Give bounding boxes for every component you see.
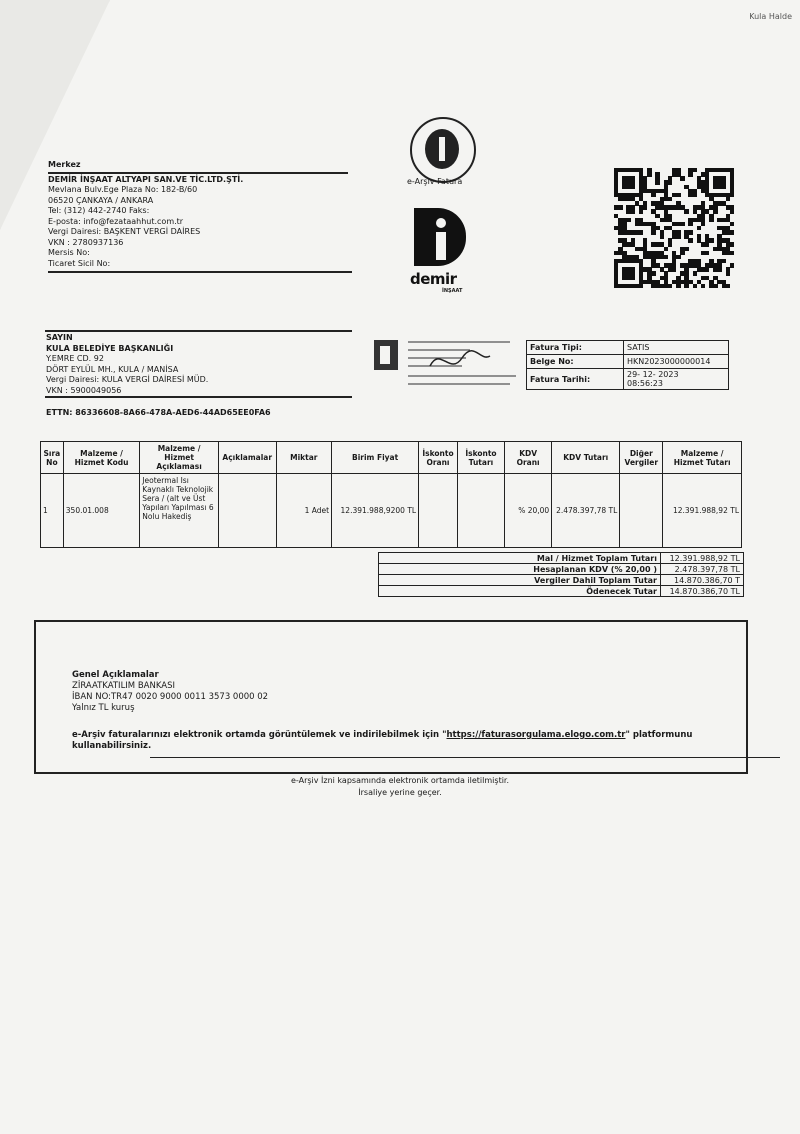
col-header: İskonto Tutarı [457,442,504,474]
table-row [41,474,742,548]
item-vat-amount: 2.478.397,78 TL [552,474,620,548]
invoice-meta-table [526,340,729,390]
col-header: Miktar [276,442,332,474]
notes-underline [150,757,780,758]
col-header: İskonto Oranı [419,442,458,474]
meta-label: Fatura Tarihi: [527,369,624,390]
meta-label: Fatura Tipi: [527,341,624,355]
receiver-salutation: SAYIN [46,333,73,342]
meta-label: Belge No: [527,355,624,369]
item-notes [218,474,276,548]
receiver-address1: Y.EMRE CD. 92 [46,354,104,363]
notes-message-prefix: e-Arşiv faturalarınızı elektronik ortamda görüntülemek ve indirilebilmek için " [72,730,447,740]
sender-tax-office: Vergi Dairesi: BAŞKENT VERGİ DAİRES [48,227,201,236]
invoice-time: 08:56:23 [627,379,663,388]
notes-iban: İBAN NO:TR47 0020 9000 0011 3573 0000 02 [72,692,269,702]
col-header: Malzeme / Hizmet Açıklaması [140,442,219,474]
col-header: Malzeme / Hizmet Tutarı [663,442,742,474]
col-header: Sıra No [41,442,64,474]
sender-vkn: VKN : 2780937136 [48,237,124,247]
items-table [40,441,742,548]
notes-bank: ZİRAATKATILIM BANKASI [72,681,175,691]
item-code: 350.01.008 [63,474,140,548]
item-no: 1 [41,474,64,548]
brand-sub: İNŞAAT [442,288,463,294]
company-stamp-icon [370,336,520,394]
sender-address2: 06520 ÇANKAYA / ANKARA [48,195,154,205]
item-unit-price: 12.391.988,9200 TL [332,474,419,548]
sender-mersis: Mersis No: [48,248,90,257]
receiver-bottom-rule [45,396,352,398]
notes-message [72,730,732,752]
item-vat-rate: % 20,00 [505,474,552,548]
receiver-name: KULA BELEDİYE BAŞKANLIĞI [46,343,174,353]
col-header: KDV Oranı [505,442,552,474]
total-label: Hesaplanan KDV (% 20,00 ) [379,564,661,575]
sender-company: DEMİR İNŞAAT ALTYAPI SAN.VE TİC.LTD.ŞTİ. [48,174,244,184]
total-label: Mal / Hizmet Toplam Tutarı [379,553,661,564]
meta-value: HKN2023000000014 [624,355,729,369]
item-quantity: 1 Adet [276,474,332,548]
receiver-block [46,333,356,396]
earsiv-label: e-Arşiv Fatura [407,177,463,186]
footer-line2: İrsaliye yerine geçer. [358,788,442,797]
sender-address1: Mevlana Bulv.Ege Plaza No: 182-B/60 [48,185,198,194]
total-value: 14.870.386,70 TL [661,586,744,597]
meta-row [527,355,729,369]
sender-email: E-posta: info@fezataahhut.com.tr [48,216,184,226]
sender-bottom-rule [48,271,352,273]
meta-row [527,341,729,355]
ettn: ETTN: 86336608-8A66-478A-AED6-44AD65EE0FA6 [46,408,271,417]
meta-value: SATIS [624,341,729,355]
col-header: Açıklamalar [218,442,276,474]
corner-note: Kula Halde [749,12,792,21]
total-value: 12.391.988,92 TL [661,553,744,564]
col-header: Birim Fiyat [332,442,419,474]
sender-block [48,160,353,269]
total-value: 14.870.386,70 T [661,575,744,586]
notes-title: Genel Açıklamalar [72,670,159,680]
receiver-address2: DÖRT EYLÜL MH., KULA / MANİSA [46,364,179,374]
items-header-row [41,442,742,474]
receiver-tax-office: Vergi Dairesi: KULA VERGİ DAİRESİ MÜD. [46,375,209,384]
totals-row [379,586,744,597]
totals-row [379,553,744,564]
col-header: Malzeme / Hizmet Kodu [63,442,140,474]
col-header: KDV Tutarı [552,442,620,474]
notes-in-words: Yalnız TL kuruş [72,703,135,713]
item-discount-amount [457,474,504,548]
receiver-top-rule [45,330,352,332]
totals-row [379,575,744,586]
meta-row [527,369,729,390]
item-discount-rate [419,474,458,548]
invoice-date: 29- 12- 2023 [627,370,679,379]
notes-message-suffix: " platformunu kullanabilirsiniz. [72,730,693,751]
sender-trade-registry: Ticaret Sicil No: [48,258,111,268]
general-notes-box [34,620,748,774]
sender-heading: Merkez [48,160,81,169]
sender-phone: Tel: (312) 442-2740 Faks: [48,206,150,215]
col-header: Diğer Vergiler [620,442,663,474]
meta-value [624,369,729,390]
qr-code-icon [614,168,734,292]
receiver-vkn: VKN : 5900049056 [46,385,122,395]
totals-row [379,564,744,575]
total-label: Vergiler Dahil Toplam Tutar [379,575,661,586]
item-description: Jeotermal Isı Kaynaklı Teknolojik Sera / (alt ve Üst Yapıları Yapılması 6 Nolu Hakediş [140,474,219,548]
total-label: Ödenecek Tutar [379,586,661,597]
totals-table [378,552,744,597]
company-logo [410,208,470,300]
item-amount: 12.391.988,92 TL [663,474,742,548]
footer-line1: e-Arşiv İzni kapsamında elektronik ortamda iletilmiştir. [290,776,510,785]
total-value: 2.478.397,78 TL [661,564,744,575]
gib-seal-icon [410,117,476,183]
platform-link[interactable]: https://faturasorgulama.elogo.com.tr [446,730,626,740]
brand-word: demir [410,270,457,288]
item-other-taxes [620,474,663,548]
